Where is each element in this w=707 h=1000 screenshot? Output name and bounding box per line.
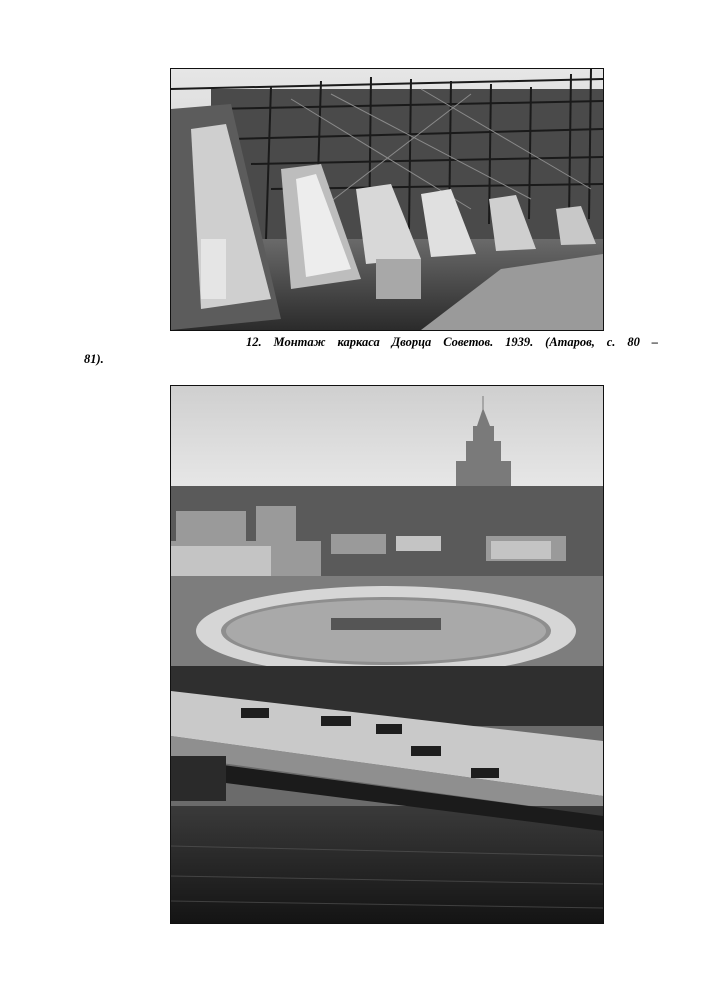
figure-caption-line1: 12. Монтаж каркаса Дворца Советов. 1939. (Атаров, с. 80 – [246,335,658,349]
pool-panorama-photo [170,385,604,924]
figure-caption-line2: 81). [84,352,104,366]
construction-photo [170,68,604,331]
pool-panorama-image [171,386,603,923]
construction-photo-image [171,69,603,330]
